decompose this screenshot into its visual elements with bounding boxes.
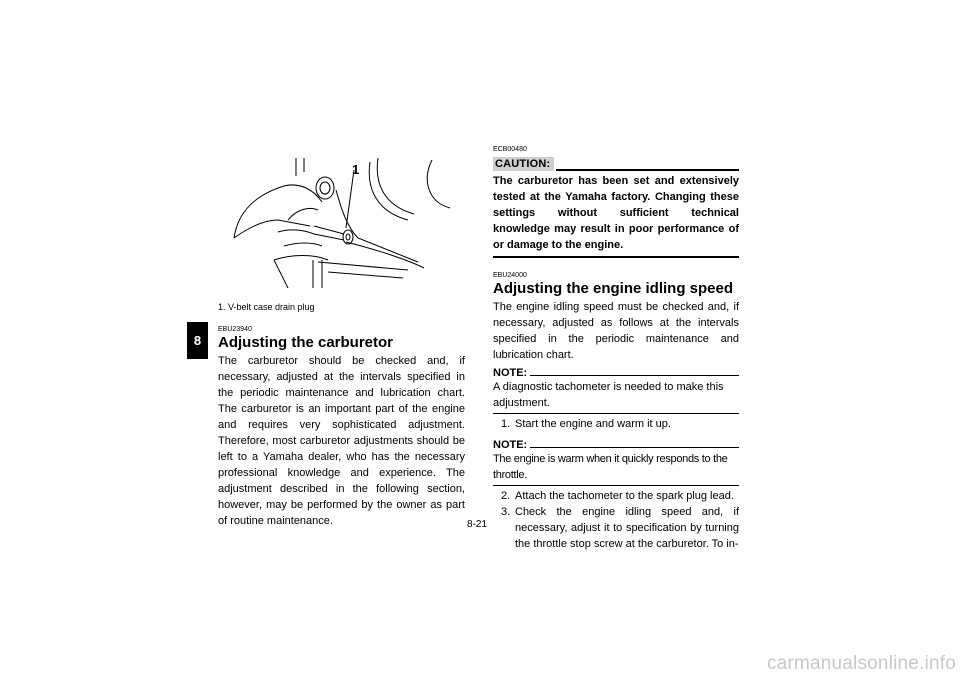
step-3-text: Check the engine idling speed and, if necessary, adjust it to specification by turning the throttle stop screw at the carburetor. To in- <box>515 506 739 550</box>
section-code: EBU23940 <box>218 326 252 333</box>
note-1-header <box>493 367 739 379</box>
caution-rule <box>556 169 739 171</box>
idling-body-text: The engine idling speed must be checked and, if necessary, adjusted as follows at the intervals specified in the periodic maintenance and lubrication chart. <box>493 301 739 361</box>
figure-caption: 1. V-belt case drain plug <box>218 302 315 312</box>
note-1-label: NOTE: <box>493 367 528 379</box>
page-number: 8-21 <box>467 519 488 530</box>
caution-header <box>493 157 739 171</box>
note-2-label: NOTE: <box>493 439 528 451</box>
step-1-number: 1. <box>501 418 511 430</box>
section-code-idling: EBU24000 <box>493 272 527 279</box>
note-1-rule <box>530 375 739 376</box>
caution-code: ECB00480 <box>493 146 527 153</box>
step-3-number: 3. <box>501 506 511 518</box>
note-2-text: The engine is warm when it quickly responds to the throttle. <box>493 451 739 486</box>
right-column <box>493 146 739 552</box>
note-1-text: A diagnostic tachometer is needed to make this adjustment. <box>493 379 739 414</box>
caution-text: The carburetor has been set and extensively tested at the Yamaha factory. Changing these settings without sufficient technical knowledge may result in poor performance of or damage to the engine. <box>493 173 739 258</box>
left-column <box>218 150 465 529</box>
step-3 <box>501 504 739 552</box>
section-heading-carburetor: Adjusting the carburetor <box>218 334 394 351</box>
callout-number: 1 <box>352 162 360 177</box>
carburetor-body-text: The carburetor should be checked and, if necessary, adjusted at the intervals specified in the periodic maintenance and lubrication chart. The carburetor is an important part of the engine and requires very sophisticated adjustment. Therefore, most carburetor adjustments should be left to a Yamaha dealer, who has the necessary professional knowledge and experience. The adjustment described in the following section, however, may be performed by the owner as part of routine maintenance. <box>218 355 465 527</box>
note-2-rule <box>530 447 739 448</box>
note-2-header <box>493 439 739 451</box>
step-1 <box>501 416 739 432</box>
step-1-text: Start the engine and warm it up. <box>515 418 671 430</box>
step-2 <box>501 488 739 504</box>
watermark: carmanualsonline.info <box>766 653 956 674</box>
caution-label: CAUTION: <box>493 157 554 171</box>
drain-plug-illustration <box>218 150 465 292</box>
section-heading-idling: Adjusting the engine idling speed <box>493 280 734 297</box>
step-2-number: 2. <box>501 490 511 502</box>
section-tab: 8 <box>187 322 208 359</box>
step-2-text: Attach the tachometer to the spark plug lead. <box>515 490 734 502</box>
illustration-drawing <box>218 150 465 292</box>
